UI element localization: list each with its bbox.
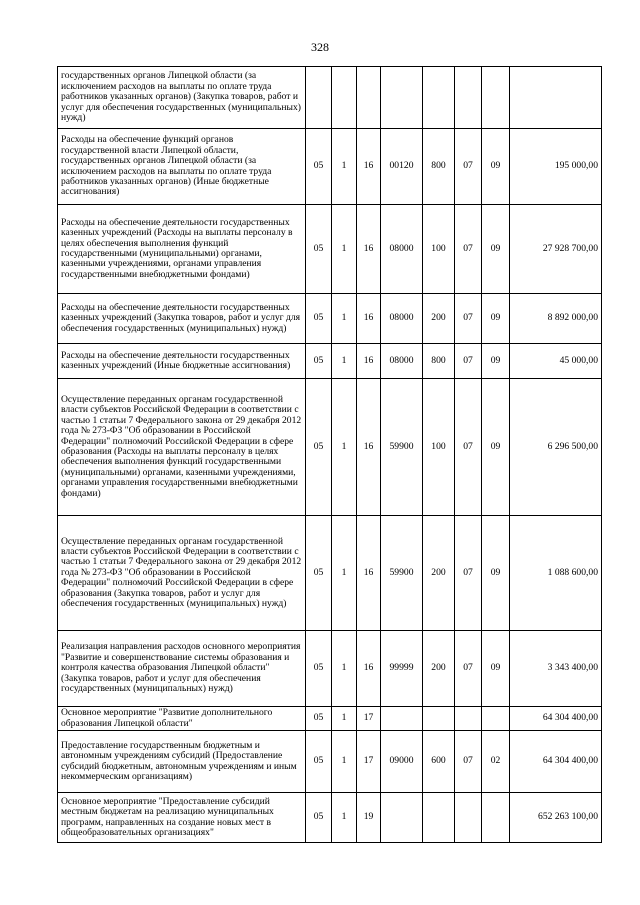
row-code-1 xyxy=(306,67,332,129)
table-row xyxy=(58,707,602,731)
row-code-2: 1 xyxy=(332,129,357,205)
row-code-1: 05 xyxy=(306,793,332,843)
row-code-6 xyxy=(455,793,482,843)
table-row xyxy=(58,67,602,129)
table-row xyxy=(58,344,602,379)
row-amount: 27 928 700,00 xyxy=(510,205,602,294)
row-code-7: 09 xyxy=(482,379,510,516)
row-code-5: 200 xyxy=(423,516,455,631)
row-code-4: 08000 xyxy=(381,344,423,379)
row-code-5: 200 xyxy=(423,294,455,344)
row-amount: 195 000,00 xyxy=(510,129,602,205)
row-code-7: 09 xyxy=(482,205,510,294)
row-code-4: 08000 xyxy=(381,294,423,344)
row-code-7 xyxy=(482,793,510,843)
row-code-4: 59900 xyxy=(381,516,423,631)
row-code-4: 08000 xyxy=(381,205,423,294)
row-code-1: 05 xyxy=(306,731,332,793)
row-code-2: 1 xyxy=(332,793,357,843)
row-code-4 xyxy=(381,67,423,129)
row-code-4: 99999 xyxy=(381,631,423,707)
row-description: Основное мероприятие "Развитие дополнительного образования Липецкой области" xyxy=(58,707,306,731)
row-description: Осуществление переданных органам государственной власти субъектов Российской Федерации в соответствии с частью 1 статьи 7 Федерального закона от 29 декабря 2012 года № 273-ФЗ "Об образовании в Российской Федерации" полномочий Российской Федерации в сфере образования (Расходы на выплаты персоналу в целях обеспечения выполнения функций государственными (муниципальными) органами, казенными учреждениями, органами управления государственными внебюджетными фондами) xyxy=(58,379,306,516)
row-code-7: 09 xyxy=(482,294,510,344)
row-code-5 xyxy=(423,67,455,129)
row-code-2: 1 xyxy=(332,205,357,294)
row-code-3: 16 xyxy=(357,129,381,205)
table-row xyxy=(58,516,602,631)
row-code-4: 00120 xyxy=(381,129,423,205)
row-code-7: 02 xyxy=(482,731,510,793)
row-code-2: 1 xyxy=(332,707,357,731)
row-code-3: 17 xyxy=(357,707,381,731)
row-amount: 8 892 000,00 xyxy=(510,294,602,344)
row-code-1: 05 xyxy=(306,631,332,707)
row-description: Основное мероприятие "Предоставление субсидий местным бюджетам на реализацию муниципальных программ, направленных на создание новых мест в общеобразовательных организациях" xyxy=(58,793,306,843)
budget-table-body xyxy=(58,67,602,843)
row-code-5: 100 xyxy=(423,379,455,516)
row-description: Реализация направления расходов основного мероприятия "Развитие и совершенствование системы образования и контроля качества образования Липецкой области" (Закупка товаров, работ и услуг для обеспечения государственных (муниципальных) нужд) xyxy=(58,631,306,707)
row-code-4: 09000 xyxy=(381,731,423,793)
row-code-2 xyxy=(332,67,357,129)
row-code-1: 05 xyxy=(306,129,332,205)
table-row xyxy=(58,129,602,205)
row-code-6: 07 xyxy=(455,294,482,344)
row-amount: 45 000,00 xyxy=(510,344,602,379)
row-amount xyxy=(510,67,602,129)
row-code-5: 100 xyxy=(423,205,455,294)
row-code-5 xyxy=(423,793,455,843)
row-description: Осуществление переданных органам государственной власти субъектов Российской Федерации в соответствии с частью 1 статьи 7 Федерального закона от 29 декабря 2012 года № 273-ФЗ "Об образовании в Российской Федерации" полномочий Российской Федерации в сфере образования (Закупка товаров, работ и услуг для обеспечения государственных (муниципальных) нужд) xyxy=(58,516,306,631)
row-description: Расходы на обеспечение функций органов государственной власти Липецкой области, государственных органов Липецкой области (за исключением расходов на выплаты по оплате труда работников указанных органов) (Иные бюджетные ассигнования) xyxy=(58,129,306,205)
table-row xyxy=(58,379,602,516)
row-code-2: 1 xyxy=(332,731,357,793)
row-code-1: 05 xyxy=(306,205,332,294)
row-code-3: 17 xyxy=(357,731,381,793)
row-description: Расходы на обеспечение деятельности государственных казенных учреждений (Иные бюджетные ассигнования) xyxy=(58,344,306,379)
table-row xyxy=(58,731,602,793)
row-code-1: 05 xyxy=(306,516,332,631)
row-code-3: 16 xyxy=(357,205,381,294)
row-code-4: 59900 xyxy=(381,379,423,516)
row-code-7: 09 xyxy=(482,129,510,205)
row-code-5: 800 xyxy=(423,344,455,379)
row-code-3: 16 xyxy=(357,344,381,379)
row-code-3: 16 xyxy=(357,516,381,631)
row-code-7: 09 xyxy=(482,631,510,707)
row-code-2: 1 xyxy=(332,379,357,516)
row-code-4 xyxy=(381,793,423,843)
row-code-1: 05 xyxy=(306,344,332,379)
row-code-3: 16 xyxy=(357,379,381,516)
row-description: Расходы на обеспечение деятельности государственных казенных учреждений (Закупка товаров, работ и услуг для обеспечения государственных (муниципальных) нужд) xyxy=(58,294,306,344)
row-description: Предоставление государственным бюджетным и автономным учреждениям субсидий (Предоставление субсидий бюджетным, автономным учреждениям и иным некоммерческим организациям) xyxy=(58,731,306,793)
row-code-6: 07 xyxy=(455,344,482,379)
row-code-1: 05 xyxy=(306,294,332,344)
row-code-5 xyxy=(423,707,455,731)
row-amount: 6 296 500,00 xyxy=(510,379,602,516)
row-code-4 xyxy=(381,707,423,731)
table-row xyxy=(58,631,602,707)
row-code-6: 07 xyxy=(455,731,482,793)
budget-table xyxy=(57,66,602,843)
row-code-7 xyxy=(482,707,510,731)
row-code-6: 07 xyxy=(455,516,482,631)
row-code-6: 07 xyxy=(455,129,482,205)
row-amount: 1 088 600,00 xyxy=(510,516,602,631)
row-code-7 xyxy=(482,67,510,129)
row-code-6: 07 xyxy=(455,205,482,294)
row-code-7: 09 xyxy=(482,516,510,631)
row-code-1: 05 xyxy=(306,707,332,731)
table-row xyxy=(58,793,602,843)
row-amount: 64 304 400,00 xyxy=(510,707,602,731)
row-code-6: 07 xyxy=(455,631,482,707)
row-code-6 xyxy=(455,67,482,129)
row-description: Расходы на обеспечение деятельности государственных казенных учреждений (Расходы на выплаты персоналу в целях обеспечения выполнения функций государственными (муниципальными) органами, казенными учреждениями, органами управления государственными внебюджетными фондами) xyxy=(58,205,306,294)
table-row xyxy=(58,205,602,294)
row-code-2: 1 xyxy=(332,631,357,707)
row-code-5: 800 xyxy=(423,129,455,205)
row-code-2: 1 xyxy=(332,294,357,344)
row-code-3 xyxy=(357,67,381,129)
row-amount: 652 263 100,00 xyxy=(510,793,602,843)
row-description: государственных органов Липецкой области (за исключением расходов на выплаты по оплате труда работников указанных органов) (Закупка товаров, работ и услуг для обеспечения государственных (муниципальных) нужд) xyxy=(58,67,306,129)
row-code-3: 16 xyxy=(357,631,381,707)
row-code-6 xyxy=(455,707,482,731)
row-code-5: 600 xyxy=(423,731,455,793)
row-amount: 3 343 400,00 xyxy=(510,631,602,707)
row-code-3: 19 xyxy=(357,793,381,843)
row-code-2: 1 xyxy=(332,516,357,631)
row-code-6: 07 xyxy=(455,379,482,516)
row-code-7: 09 xyxy=(482,344,510,379)
row-code-5: 200 xyxy=(423,631,455,707)
row-code-2: 1 xyxy=(332,344,357,379)
table-row xyxy=(58,294,602,344)
page-number: 328 xyxy=(311,40,329,54)
row-code-1: 05 xyxy=(306,379,332,516)
row-code-3: 16 xyxy=(357,294,381,344)
row-amount: 64 304 400,00 xyxy=(510,731,602,793)
